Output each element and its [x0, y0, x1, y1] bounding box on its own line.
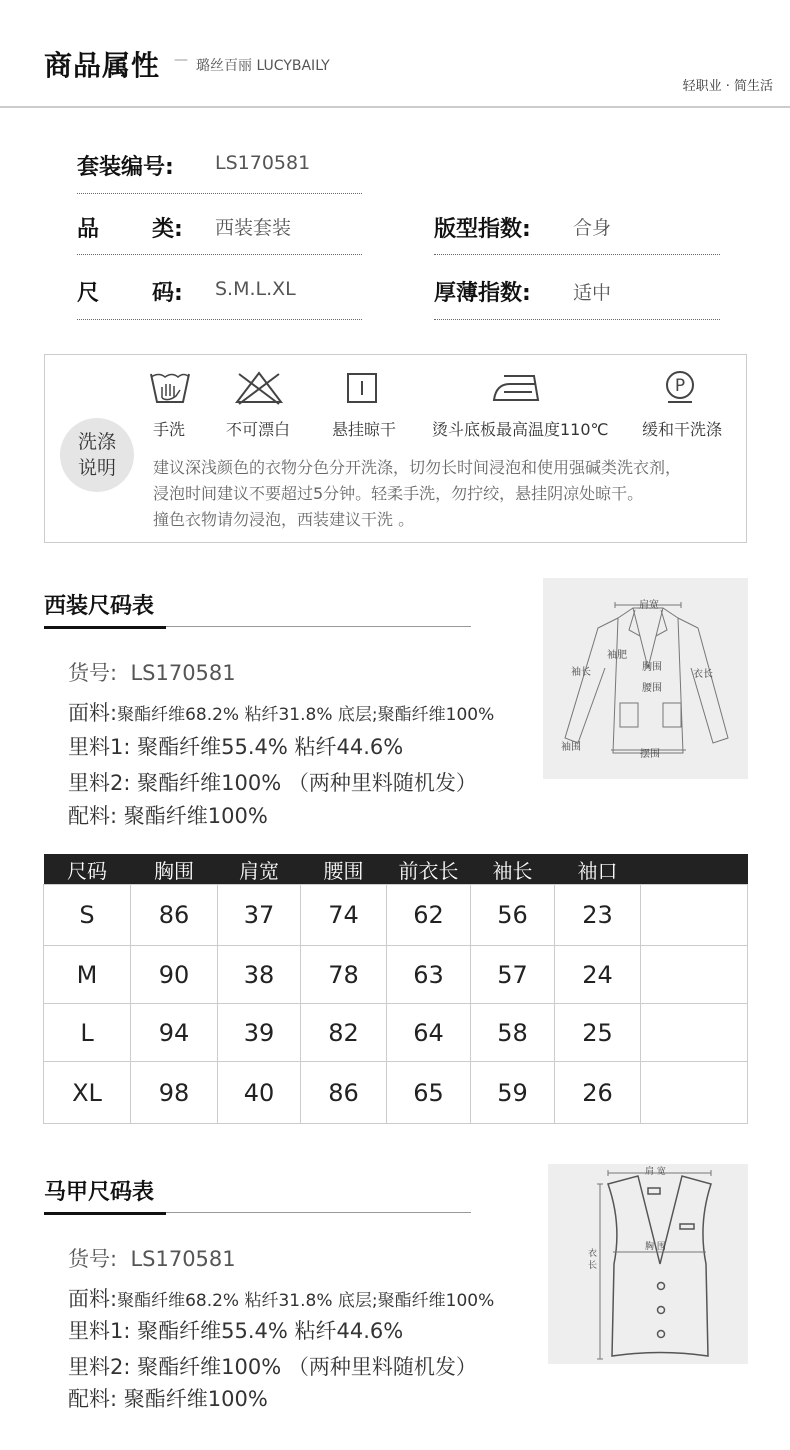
- wash-note-line3: 撞色衣物请勿浸泡，西装建议干洗 。: [153, 510, 415, 529]
- jacket-outline-icon: [543, 578, 748, 779]
- table-cell: 57: [471, 946, 555, 1004]
- wash-note-line2: 浸泡时间建议不要超过5分钟。轻柔手洗，勿拧绞，悬挂阴凉处晾干。: [153, 484, 644, 503]
- header-cuff: 袖口: [555, 854, 641, 885]
- category-value: 西装套装: [215, 217, 292, 239]
- svg-text:肩宽: 肩宽: [639, 600, 659, 611]
- table-cell: [641, 1004, 748, 1062]
- table-cell: 82: [301, 1004, 387, 1062]
- section-divider-accent: [44, 626, 166, 629]
- vest-fabric: 面料:聚酯纤维68.2% 粘纤31.8% 底层;聚酯纤维100%: [68, 1287, 495, 1311]
- vest-section-title: 马甲尺码表: [44, 1180, 155, 1205]
- suit-accessory: 配料: 聚酯纤维100%: [68, 804, 268, 828]
- set-code-label: 套装编号:: [77, 155, 174, 180]
- wash-label-iron: 烫斗底板最高温度110℃: [432, 420, 609, 439]
- svg-text:衣: 衣: [588, 1249, 598, 1259]
- table-cell: 94: [131, 1004, 218, 1062]
- wash-note-line1: 建议深浅颜色的衣物分色分开洗涤，切勿长时间浸泡和使用强碱类洗衣剂，: [153, 458, 682, 477]
- size-label-2: 码:: [152, 281, 183, 306]
- table-cell: [641, 1062, 748, 1124]
- header-shoulder: 肩宽: [218, 854, 301, 885]
- suit-fabric: 面料:聚酯纤维68.2% 粘纤31.8% 底层;聚酯纤维100%: [68, 701, 495, 725]
- washing-title-line1: 洗涤: [77, 431, 116, 453]
- table-cell: 86: [301, 1062, 387, 1124]
- page-title: 商品属性: [44, 49, 161, 82]
- size-value: S.M.L.XL: [215, 278, 296, 300]
- table-cell: 63: [387, 946, 471, 1004]
- washing-badge: [60, 418, 134, 492]
- vest-measure-diagram: [548, 1164, 748, 1364]
- header-size: 尺码: [44, 854, 131, 885]
- svg-text:长: 长: [588, 1261, 598, 1271]
- title-dash: —: [174, 52, 188, 68]
- table-cell: [641, 885, 748, 946]
- table-cell: 39: [218, 1004, 301, 1062]
- table-cell: 37: [218, 885, 301, 946]
- brand-slogan: 轻职业 · 简生活: [682, 79, 773, 94]
- divider: [77, 319, 362, 320]
- header-divider: [0, 106, 790, 108]
- divider: [77, 193, 362, 194]
- table-cell: 86: [131, 885, 218, 946]
- table-cell: 78: [301, 946, 387, 1004]
- table-cell: 64: [387, 1004, 471, 1062]
- header-front-length: 前衣长: [387, 854, 471, 885]
- table-cell: 40: [218, 1062, 301, 1124]
- suit-section-title: 西装尺码表: [44, 594, 155, 619]
- table-row: [44, 885, 748, 946]
- dry-clean-icon: [663, 369, 697, 405]
- size-table: [43, 854, 748, 1124]
- svg-text:袖肥: 袖肥: [607, 650, 627, 661]
- thickness-value: 适中: [573, 282, 612, 304]
- suit-item-no: 货号: LS170581: [68, 661, 236, 685]
- table-cell: 59: [471, 1062, 555, 1124]
- fit-value: 合身: [573, 217, 612, 239]
- set-code-value: LS170581: [215, 152, 311, 174]
- table-row: [44, 1004, 748, 1062]
- header-chest: 胸围: [131, 854, 218, 885]
- header-sleeve-length: 袖长: [471, 854, 555, 885]
- divider: [77, 254, 362, 255]
- vest-accessory: 配料: 聚酯纤维100%: [68, 1387, 268, 1411]
- hand-wash-icon: [148, 368, 192, 406]
- category-label-1: 品: [77, 217, 100, 242]
- svg-text:衣长: 衣长: [693, 669, 713, 680]
- table-row: [44, 946, 748, 1004]
- svg-text:袖长: 袖长: [571, 667, 591, 678]
- divider: [434, 319, 720, 320]
- table-cell: 74: [301, 885, 387, 946]
- table-cell: 58: [471, 1004, 555, 1062]
- svg-text:肩 宽: 肩 宽: [645, 1167, 666, 1177]
- suit-lining2: 里料2: 聚酯纤维100% （两种里料随机发）: [68, 771, 477, 795]
- vest-outline-icon: [548, 1164, 748, 1364]
- category-label-2: 类:: [152, 217, 183, 242]
- svg-text:胸围: 胸围: [642, 662, 662, 673]
- table-cell: 24: [555, 946, 641, 1004]
- table-row: [44, 1062, 748, 1124]
- table-cell: [641, 946, 748, 1004]
- svg-text:P: P: [674, 376, 686, 396]
- table-cell: 38: [218, 946, 301, 1004]
- table-cell: 65: [387, 1062, 471, 1124]
- size-label-1: 尺: [77, 281, 100, 306]
- svg-text:袖围: 袖围: [561, 742, 581, 753]
- vest-lining2: 里料2: 聚酯纤维100% （两种里料随机发）: [68, 1355, 477, 1379]
- brand-name: 璐丝百丽 LUCYBAILY: [196, 58, 330, 74]
- wash-label-no-bleach: 不可漂白: [226, 420, 291, 439]
- table-cell: XL: [44, 1062, 131, 1124]
- table-header-row: [44, 854, 748, 885]
- wash-label-hang-dry: 悬挂晾干: [332, 420, 397, 439]
- table-cell: L: [44, 1004, 131, 1062]
- thickness-label: 厚薄指数:: [434, 281, 531, 306]
- table-cell: 25: [555, 1004, 641, 1062]
- wash-label-dry-clean: 缓和干洗涤: [642, 420, 723, 439]
- wash-label-hand-wash: 手洗: [153, 420, 186, 439]
- svg-text:胸 围: 胸 围: [645, 1242, 666, 1252]
- table-cell: 56: [471, 885, 555, 946]
- table-cell: 98: [131, 1062, 218, 1124]
- suit-lining1: 里料1: 聚酯纤维55.4% 粘纤44.6%: [68, 735, 404, 759]
- table-cell: 62: [387, 885, 471, 946]
- table-cell: M: [44, 946, 131, 1004]
- svg-text:腰围: 腰围: [642, 683, 662, 694]
- iron-icon: [490, 372, 542, 404]
- table-cell: 90: [131, 946, 218, 1004]
- table-cell: S: [44, 885, 131, 946]
- divider: [434, 254, 720, 255]
- vest-item-no: 货号: LS170581: [68, 1247, 236, 1271]
- header-empty: [641, 854, 748, 885]
- header-waist: 腰围: [301, 854, 387, 885]
- table-cell: 26: [555, 1062, 641, 1124]
- table-cell: 23: [555, 885, 641, 946]
- suit-measure-diagram: [543, 578, 748, 779]
- no-bleach-icon: [233, 370, 285, 406]
- fit-label: 版型指数:: [434, 217, 531, 242]
- vest-lining1: 里料1: 聚酯纤维55.4% 粘纤44.6%: [68, 1319, 404, 1343]
- washing-title-line2: 说明: [77, 457, 116, 479]
- svg-text:摆围: 摆围: [640, 749, 660, 760]
- section-divider-accent: [44, 1212, 166, 1215]
- hang-dry-icon: [345, 371, 379, 405]
